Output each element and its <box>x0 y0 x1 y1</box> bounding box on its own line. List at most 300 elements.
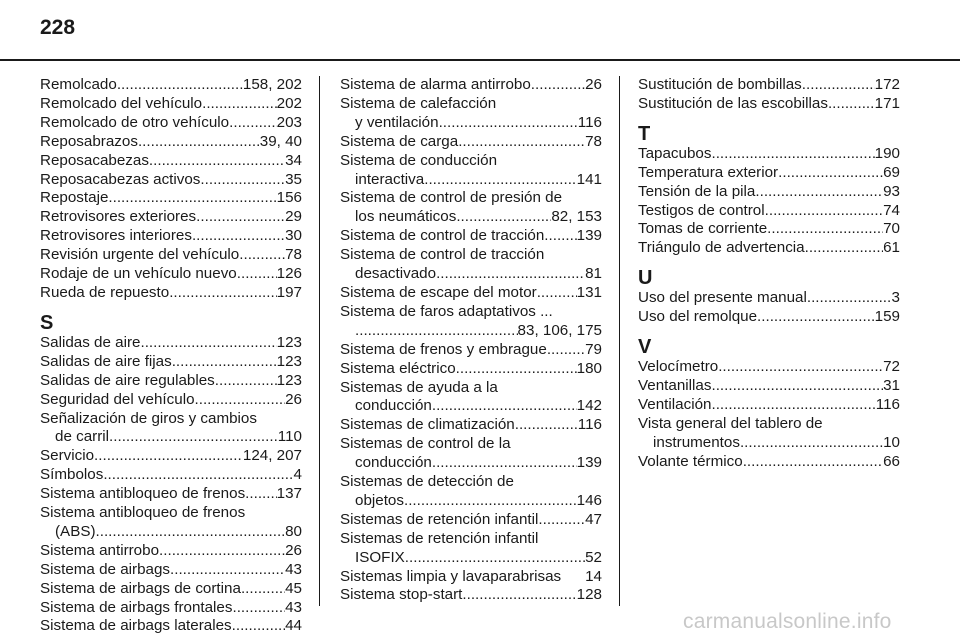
index-term: Sistema antibloqueo de frenos <box>40 485 246 503</box>
page-reference: 156 <box>276 189 302 207</box>
index-term: Sistema de frenos y embrague <box>340 340 547 358</box>
index-entry <box>638 358 900 377</box>
index-term: Tapacubos <box>638 144 712 162</box>
dot-leader <box>432 397 577 416</box>
index-entry-line <box>340 152 602 171</box>
index-entry-line <box>340 133 602 152</box>
index-term: Sistemas de retención infantil <box>340 510 539 528</box>
index-entry-line <box>340 360 602 379</box>
dot-leader <box>404 492 577 511</box>
dot-leader <box>237 265 277 284</box>
dot-leader <box>740 434 883 453</box>
dot-leader <box>200 171 285 190</box>
dot-leader <box>547 341 585 360</box>
index-entry <box>40 265 302 284</box>
index-entry-line <box>638 415 900 434</box>
index-entry <box>40 171 302 190</box>
index-letter-heading: S <box>40 311 54 334</box>
index-entry-line <box>40 133 302 152</box>
index-entry <box>40 561 302 580</box>
dot-leader <box>195 391 286 410</box>
index-term: Sistema antibloqueo de frenos <box>40 504 246 522</box>
index-entry-line <box>40 372 302 391</box>
index-term: Sistema de airbags frontales <box>40 598 233 616</box>
index-entry <box>40 114 302 133</box>
index-term: Sistemas de control de la <box>340 435 511 453</box>
index-entry <box>340 511 602 530</box>
index-term: Remolcado <box>40 76 117 93</box>
dot-leader <box>515 416 578 435</box>
index-entry-line <box>40 171 302 190</box>
dot-leader <box>140 334 276 353</box>
index-term: Temperatura exterior <box>638 163 779 181</box>
dot-leader <box>743 453 883 472</box>
index-term: Seguridad del vehículo <box>40 390 195 408</box>
index-term: Sistema de carga <box>340 132 459 150</box>
page-reference: 82, 153 <box>551 208 602 226</box>
index-entry-line <box>40 284 302 303</box>
index-term: Triángulo de advertencia <box>638 239 805 257</box>
index-entry-line <box>340 416 602 435</box>
page-reference: 190 <box>874 144 900 162</box>
index-term: de carril <box>55 428 110 446</box>
index-entry <box>40 485 302 504</box>
index-entry-line <box>340 114 602 133</box>
index-term: Sistema de alarma antirrobo <box>340 76 531 93</box>
index-entry-line <box>40 227 302 246</box>
page-reference: 83, 106, 175 <box>517 321 602 339</box>
index-entry-line <box>340 95 602 114</box>
index-term: Salidas de aire <box>40 333 141 351</box>
index-term: Ventilación <box>638 395 712 413</box>
index-entry <box>638 289 900 308</box>
page-reference: 172 <box>874 76 900 93</box>
index-entry <box>340 416 602 435</box>
index-term: Remolcado de otro vehículo <box>40 113 230 131</box>
index-term: Rodaje de un vehículo nuevo <box>40 265 237 283</box>
index-entry <box>40 133 302 152</box>
header-rule <box>0 59 960 61</box>
page-reference: 139 <box>576 454 602 472</box>
index-term: (ABS) <box>55 522 96 540</box>
index-term: ISOFIX <box>355 548 405 566</box>
index-entry-line <box>40 76 302 95</box>
dot-leader <box>432 454 577 473</box>
index-term: Repostaje <box>40 189 109 207</box>
index-term: Sistema de airbags laterales <box>40 617 232 635</box>
index-entry-line <box>340 189 602 208</box>
index-entry <box>40 599 302 618</box>
index-entry <box>40 189 302 208</box>
index-term: Testigos de control <box>638 201 765 219</box>
index-entry-line <box>40 95 302 114</box>
index-term: conducción <box>355 397 432 415</box>
index-entry-line <box>638 434 900 453</box>
index-entry-line <box>40 189 302 208</box>
dot-leader <box>757 308 875 327</box>
page-reference: 203 <box>276 113 302 131</box>
page-reference: 146 <box>576 491 602 509</box>
index-entry-line <box>340 322 602 341</box>
index-term: Velocímetro <box>638 358 719 376</box>
index-term: Servicio <box>40 447 95 465</box>
page-reference: 10 <box>883 433 900 451</box>
dot-leader <box>202 95 277 114</box>
index-entry <box>40 334 302 353</box>
page-reference: 128 <box>576 586 602 604</box>
index-entry <box>638 453 900 472</box>
dot-leader <box>718 358 883 377</box>
index-entry <box>340 133 602 152</box>
index-column-3 <box>638 76 900 472</box>
index-entry-line <box>40 265 302 284</box>
page-reference: 110 <box>277 428 302 446</box>
index-entry <box>40 353 302 372</box>
index-entry <box>340 360 602 379</box>
index-term: Tensión de la pila <box>638 182 756 200</box>
index-term: Vista general del tablero de <box>638 414 823 432</box>
page-reference: 44 <box>285 617 302 635</box>
index-entry <box>40 542 302 561</box>
dot-leader <box>169 284 276 303</box>
page-reference: 131 <box>576 283 602 301</box>
index-entry-line <box>638 145 900 164</box>
page-reference: 26 <box>285 390 302 408</box>
index-entry <box>638 308 900 327</box>
index-entry <box>40 227 302 246</box>
index-entry <box>40 580 302 599</box>
index-term: Sistema de faros adaptativos ... <box>340 302 553 320</box>
index-entry-line <box>340 586 602 605</box>
page-reference: 158, 202 <box>242 76 302 93</box>
dot-leader <box>778 164 883 183</box>
index-term: Sistema de conducción <box>340 151 498 169</box>
index-entry-line <box>638 396 900 415</box>
index-entry-line <box>638 164 900 183</box>
index-entry-line <box>340 341 602 360</box>
index-entry-line <box>638 239 900 258</box>
index-entry <box>340 284 602 303</box>
index-term: Sistemas de ayuda a la <box>340 378 498 396</box>
index-entry-line <box>40 246 302 265</box>
index-entry <box>340 530 602 568</box>
index-entry <box>40 466 302 485</box>
page-reference: 124, 207 <box>242 447 302 465</box>
index-term: Sistema de calefacción <box>340 94 497 112</box>
dot-leader <box>802 76 875 95</box>
index-letter-heading: T <box>638 122 651 145</box>
index-entry-line <box>40 599 302 618</box>
dot-leader <box>355 322 518 341</box>
page-reference: 80 <box>285 522 302 540</box>
index-entry <box>340 303 602 341</box>
page-reference: 141 <box>576 170 602 188</box>
index-entry-line <box>340 530 602 549</box>
index-entry <box>638 239 900 258</box>
index-entry-line <box>340 379 602 398</box>
index-letter-heading: V <box>638 336 652 359</box>
watermark: carmanualsonline.info <box>683 610 892 633</box>
page-reference: 52 <box>585 548 602 566</box>
index-entry <box>638 183 900 202</box>
index-entry-line <box>340 246 602 265</box>
dot-leader <box>755 183 883 202</box>
page-reference: 142 <box>576 397 602 415</box>
dot-leader <box>405 549 585 568</box>
index-entry <box>340 568 602 587</box>
dot-leader <box>239 246 285 265</box>
index-term: Reposabrazos <box>40 132 138 150</box>
dot-leader <box>241 580 285 599</box>
dot-leader <box>245 485 276 504</box>
index-term: Sustitución de las escobillas <box>638 94 828 112</box>
dot-leader <box>172 353 277 372</box>
index-term: Reposacabezas <box>40 151 149 169</box>
page-reference: 29 <box>285 208 302 226</box>
index-term: objetos <box>355 491 404 509</box>
dot-leader <box>170 561 285 580</box>
index-entry-line <box>340 511 602 530</box>
index-entry-line <box>340 568 602 587</box>
index-entry-line <box>638 183 900 202</box>
index-term: Sistemas de retención infantil <box>340 529 539 547</box>
index-entry <box>40 391 302 410</box>
index-entry <box>40 372 302 391</box>
index-term: Sistema eléctrico <box>340 359 456 377</box>
dot-leader <box>531 76 585 95</box>
page-reference: 30 <box>285 227 302 245</box>
index-term: instrumentos <box>653 433 740 451</box>
index-term: Símbolos <box>40 466 104 484</box>
index-entry <box>340 473 602 511</box>
index-entry-line <box>40 580 302 599</box>
dot-leader <box>456 208 551 227</box>
dot-leader <box>159 542 285 561</box>
index-entry <box>638 145 900 164</box>
index-term: Tomas de corriente <box>638 220 768 238</box>
index-term: Salidas de aire fijas <box>40 352 172 370</box>
index-term: Sustitución de bombillas <box>638 76 802 93</box>
index-term: Sistema de control de tracción <box>340 227 545 245</box>
dot-leader <box>192 227 285 246</box>
index-term: Reposacabezas activos <box>40 170 201 188</box>
page-reference: 79 <box>585 340 602 358</box>
index-term: Salidas de aire regulables <box>40 371 215 389</box>
index-entry-line <box>638 95 900 114</box>
dot-leader <box>109 428 278 447</box>
index-entry-line <box>340 227 602 246</box>
index-entry-line <box>40 485 302 504</box>
index-term: Sistema de airbags de cortina <box>40 579 241 597</box>
page-reference: 180 <box>576 359 602 377</box>
index-entry-line <box>40 542 302 561</box>
dot-leader <box>436 265 585 284</box>
dot-leader <box>456 360 577 379</box>
dot-leader <box>94 447 243 466</box>
page-reference: 26 <box>585 76 602 93</box>
page-reference: 116 <box>577 416 602 434</box>
index-term: Ventanillas <box>638 376 712 394</box>
page-reference: 137 <box>276 485 302 503</box>
index-entry-line <box>340 549 602 568</box>
index-entry <box>40 617 302 636</box>
index-term: Sistemas de detección de <box>340 473 514 491</box>
index-entry-line <box>40 561 302 580</box>
index-entry-line <box>340 492 602 511</box>
page-reference: 159 <box>874 308 900 326</box>
index-term: desactivado <box>355 265 437 283</box>
page-reference: 26 <box>285 541 302 559</box>
column-divider <box>619 76 620 606</box>
page-reference: 43 <box>285 560 302 578</box>
page-reference: 35 <box>285 170 302 188</box>
index-entry-line <box>40 466 302 485</box>
index-term: Sistema de airbags <box>40 560 171 578</box>
page-reference: 45 <box>285 579 302 597</box>
index-term: Uso del presente manual <box>638 289 807 307</box>
dot-leader <box>96 523 286 542</box>
index-term: Retrovisores interiores <box>40 227 192 245</box>
page-number: 228 <box>40 16 76 39</box>
index-term: y ventilación <box>355 113 439 131</box>
dot-leader <box>108 189 276 208</box>
page-reference: 139 <box>576 227 602 245</box>
dot-leader <box>196 208 285 227</box>
dot-leader <box>103 466 293 485</box>
page-reference: 39, 40 <box>259 132 302 150</box>
index-term: Señalización de giros y cambios <box>40 409 257 427</box>
dot-leader <box>424 171 576 190</box>
index-entry <box>340 152 602 190</box>
dot-leader <box>462 586 576 605</box>
index-entry <box>340 435 602 473</box>
page-reference: 78 <box>585 132 602 150</box>
page-reference: 66 <box>883 452 900 470</box>
index-entry-line <box>340 397 602 416</box>
page-reference: 197 <box>276 283 302 301</box>
index-term: Sistema antirrobo <box>40 541 160 559</box>
index-entry <box>40 208 302 227</box>
index-term: conducción <box>355 454 432 472</box>
index-entry-line <box>340 303 602 322</box>
index-entry <box>340 341 602 360</box>
index-term: Sistemas de climatización <box>340 416 515 434</box>
page-reference: 69 <box>883 163 900 181</box>
page-reference: 123 <box>276 352 302 370</box>
index-term: Uso del remolque <box>638 308 758 326</box>
index-entry-line <box>340 284 602 303</box>
page-reference: 126 <box>276 265 302 283</box>
dot-leader <box>544 227 576 246</box>
index-term: Sistema stop-start <box>340 586 463 604</box>
dot-leader <box>711 145 874 164</box>
index-term: los neumáticos <box>355 208 457 226</box>
index-entry-line <box>638 202 900 221</box>
index-term: Revisión urgente del vehículo <box>40 246 240 264</box>
index-entry <box>40 95 302 114</box>
index-entry <box>340 246 602 284</box>
dot-leader <box>765 202 883 221</box>
index-term: Sistema de control de tracción <box>340 246 545 264</box>
index-entry <box>638 220 900 239</box>
index-entry-line <box>40 617 302 636</box>
page-reference: 3 <box>891 289 900 307</box>
index-entry-line <box>40 391 302 410</box>
index-entry-line <box>638 76 900 95</box>
dot-leader <box>711 396 875 415</box>
dot-leader <box>232 617 285 636</box>
index-entry <box>340 95 602 133</box>
index-entry-line <box>340 454 602 473</box>
index-entry-line <box>638 453 900 472</box>
index-entry <box>638 415 900 453</box>
dot-leader <box>807 289 892 308</box>
index-entry <box>638 164 900 183</box>
index-letter-heading: U <box>638 267 653 290</box>
index-entry-line <box>40 523 302 542</box>
index-term: Sistema de control de presión de <box>340 189 563 207</box>
index-entry <box>638 76 900 95</box>
index-entry <box>40 284 302 303</box>
page-reference: 93 <box>883 182 900 200</box>
index-entry-line <box>40 428 302 447</box>
index-entry-line <box>638 308 900 327</box>
index-entry-line <box>638 220 900 239</box>
page-reference: 81 <box>585 265 602 283</box>
index-entry-line <box>340 208 602 227</box>
index-entry <box>638 202 900 221</box>
index-entry-line <box>40 410 302 429</box>
index-entry <box>638 95 900 114</box>
page-reference: 47 <box>585 510 602 528</box>
index-entry <box>340 379 602 417</box>
page-reference: 4 <box>293 466 302 484</box>
page-reference: 74 <box>883 201 900 219</box>
index-entry-line <box>40 353 302 372</box>
index-entry-line <box>40 152 302 171</box>
index-entry-line <box>40 208 302 227</box>
index-entry-line <box>40 504 302 523</box>
index-entry-line <box>40 334 302 353</box>
dot-leader <box>215 372 277 391</box>
index-term: Rueda de repuesto <box>40 283 170 301</box>
index-entry-line <box>40 114 302 133</box>
dot-leader <box>767 220 883 239</box>
page-reference: 61 <box>883 239 900 257</box>
index-entry <box>40 504 302 542</box>
dot-leader <box>149 152 285 171</box>
index-term: Remolcado del vehículo <box>40 94 203 112</box>
page-reference: 31 <box>883 376 900 394</box>
page-reference: 14 <box>585 567 602 585</box>
index-entry-line <box>340 435 602 454</box>
page-reference: 43 <box>285 598 302 616</box>
index-entry <box>638 377 900 396</box>
dot-leader <box>232 599 285 618</box>
page-reference: 78 <box>285 246 302 264</box>
index-entry <box>340 189 602 227</box>
index-entry <box>40 410 302 448</box>
page-reference: 202 <box>276 94 302 112</box>
index-entry <box>340 586 602 605</box>
dot-leader <box>229 114 277 133</box>
index-term: Sistema de escape del motor <box>340 283 537 301</box>
index-entry-line <box>340 473 602 492</box>
index-entry-line <box>340 76 602 95</box>
index-entry-line <box>340 265 602 284</box>
index-entry-line <box>638 289 900 308</box>
page-reference: 70 <box>883 220 900 238</box>
